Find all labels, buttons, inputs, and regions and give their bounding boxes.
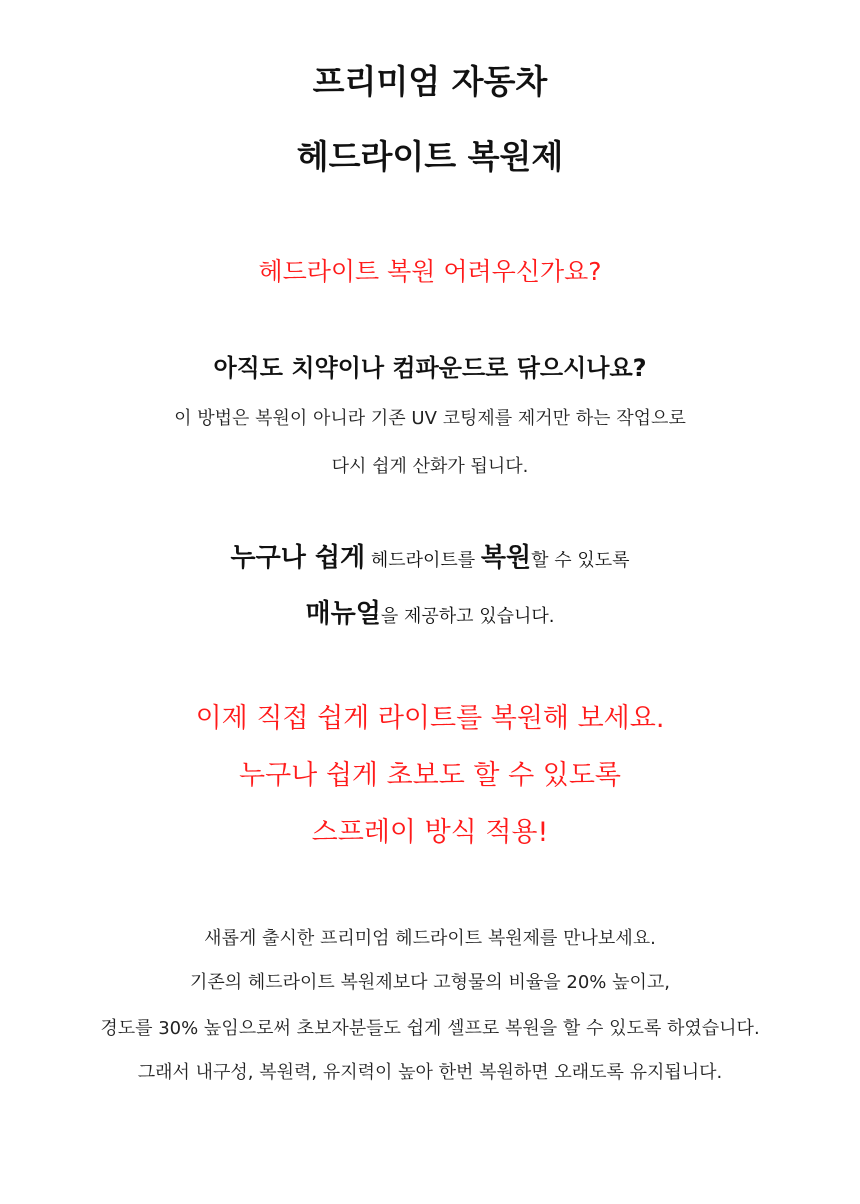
question-heading: 아직도 치약이나 컴파운드로 닦으시나요? <box>213 354 647 382</box>
manual-text-headlight: 헤드라이트를 <box>365 550 481 571</box>
page-title-line-2: 헤드라이트 복원제 <box>296 137 564 176</box>
manual-text-can-do: 할 수 있도록 <box>531 550 630 571</box>
description-line-3: 경도를 30% 높임으로써 초보자분들도 쉽게 셀프로 복원을 할 수 있도록 하였습니다. <box>100 1018 760 1039</box>
manual-emphasis-easy: 누구나 쉽게 <box>230 543 366 573</box>
subtitle-question: 헤드라이트 복원 어려우신가요? <box>258 257 602 286</box>
cta-line-3: 스프레이 방식 적용! <box>311 817 549 848</box>
manual-line-2 <box>0 593 860 630</box>
explanation-line-1: 이 방법은 복원이 아니라 기존 UV 코팅제를 제거만 하는 작업으로 <box>174 408 686 429</box>
manual-emphasis-manual: 매뉴얼 <box>305 599 381 629</box>
description-line-1: 새롭게 출시한 프리미엄 헤드라이트 복원제를 만나보세요. <box>204 928 656 949</box>
page-title-line-1: 프리미엄 자동차 <box>312 62 548 101</box>
manual-line-1 <box>0 537 860 574</box>
description-line-2: 기존의 헤드라이트 복원제보다 고형물의 비율을 20% 높이고, <box>190 972 670 993</box>
manual-text-provided: 을 제공하고 있습니다. <box>380 606 555 627</box>
cta-line-2: 누구나 쉽게 초보도 할 수 있도록 <box>239 760 621 791</box>
cta-line-1: 이제 직접 쉽게 라이트를 복원해 보세요. <box>195 703 665 734</box>
description-line-4: 그래서 내구성, 복원력, 유지력이 높아 한번 복원하면 오래도록 유지됩니다. <box>137 1062 723 1083</box>
manual-emphasis-restore: 복원 <box>480 543 532 573</box>
explanation-line-2: 다시 쉽게 산화가 됩니다. <box>331 456 529 477</box>
